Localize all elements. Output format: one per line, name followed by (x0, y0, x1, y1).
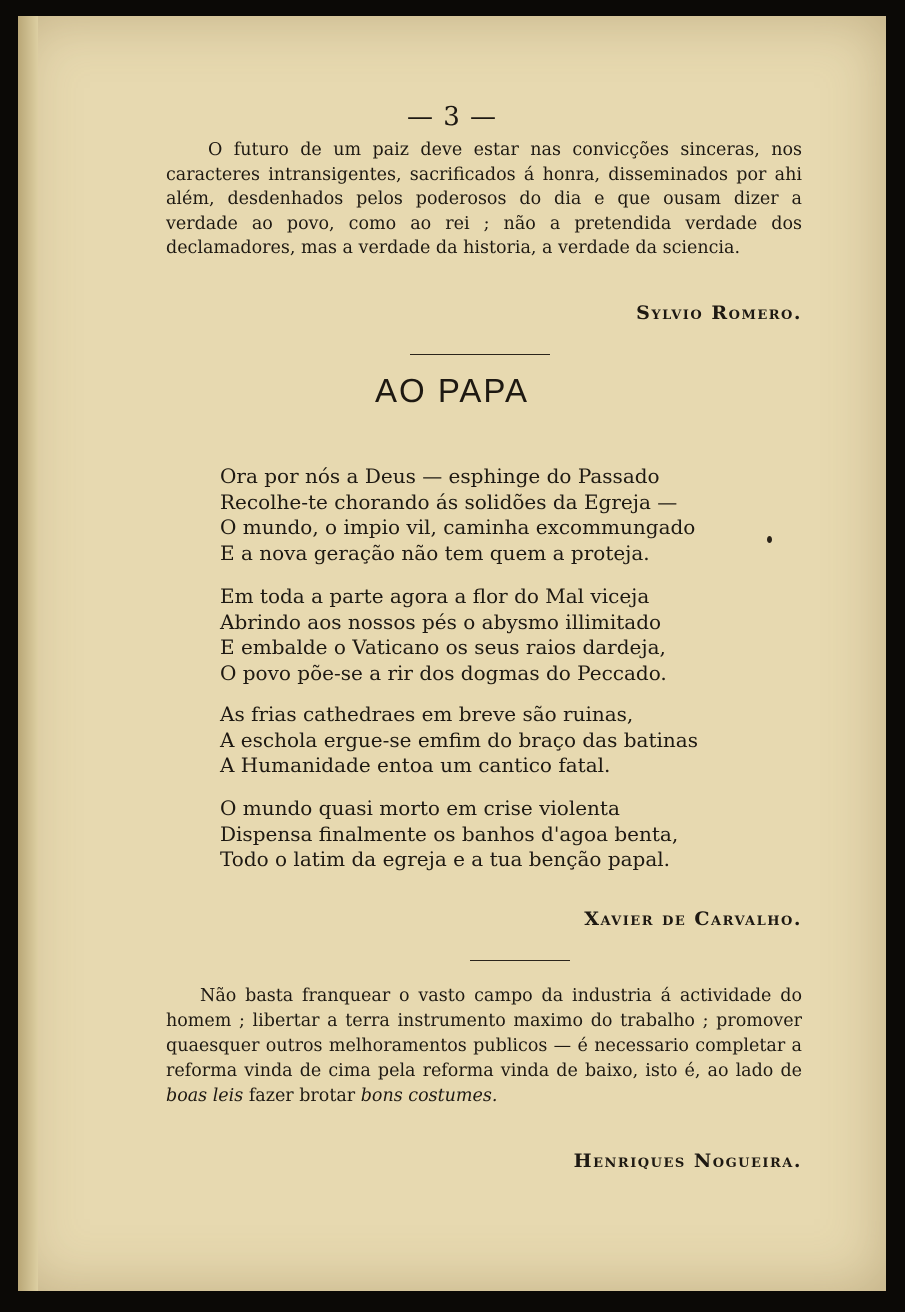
section-divider (470, 960, 570, 961)
poem-line: Em toda a parte agora a flor do Mal viceja (220, 584, 650, 608)
poem-line: O mundo quasi morto em crise violenta (220, 796, 620, 820)
poem-line: A Humanidade entoa um cantico fatal. (220, 753, 611, 777)
romero-quote (166, 138, 802, 261)
section-divider (410, 354, 550, 355)
nogueira-text-part: fazer brotar (243, 1086, 361, 1106)
poem-line: E a nova geração não tem quem a proteja. (220, 540, 650, 565)
poem-line: E embalde o Vaticano os seus raios dardeja, (220, 635, 666, 659)
nogueira-quote (166, 984, 802, 1109)
poem-line: O mundo, o impio vil, caminha excommungado (220, 515, 696, 539)
poem-title: AO PAPA (375, 372, 529, 409)
poem-line: O povo põe-se a rir dos dogmas do Peccado. (220, 660, 667, 685)
romero-signature: Sylvio Romero. (636, 302, 802, 324)
nogueira-text-part: Não basta franquear o vasto campo da industria á actividade do homem ; libertar a terra instrumento maximo do trabalho ; promover quaesquer outros melhoramentos publicos — é necessario completar a reforma vinda de cima pela reforma vinda de baixo, isto é, ao lado de (166, 986, 802, 1081)
nogueira-quote-text (166, 984, 802, 1109)
poem-line: Recolhe-te chorando ás solidões da Egreja — (220, 489, 678, 514)
poem-stanza-1 (220, 464, 780, 566)
poem-signature: Xavier de Carvalho. (584, 908, 802, 930)
poem-stanza-3 (220, 702, 780, 779)
poem-line: Abrindo aos nossos pés o abysmo illimitado (220, 609, 662, 634)
romero-quote-text: O futuro de um paiz deve estar nas convicções sinceras, nos caracteres intransigentes, sacrificados á honra, disseminados por ahi além, desdenhados pelos poderosos do dia e que ousam dizer a verdade ao povo, como ao rei ; não a pretendida verdade dos declamadores, mas a verdade da historia, a verdade da sciencia. (166, 140, 802, 258)
poem-stanza-2 (220, 584, 780, 686)
nogueira-italic-good-laws: boas leis (166, 1086, 244, 1106)
poem-line: Ora por nós a Deus — esphinge do Passado (220, 464, 660, 488)
poem-line: Dispensa finalmente os banhos d'agoa benta, (220, 821, 679, 846)
book-page (18, 16, 886, 1291)
ink-spot (767, 536, 772, 543)
page-binding-edge (18, 16, 38, 1291)
nogueira-signature: Henriques Nogueira. (573, 1150, 802, 1172)
poem-line: Todo o latim da egreja e a tua benção papal. (220, 847, 671, 871)
poem-line: As frias cathedraes em breve são ruinas, (220, 702, 634, 726)
poem-line: A eschola ergue-se emfim do braço das batinas (220, 727, 698, 752)
page-number: — 3 — (406, 102, 498, 132)
poem-stanza-4 (220, 796, 780, 873)
nogueira-italic-good-customs: bons costumes. (360, 1086, 498, 1106)
